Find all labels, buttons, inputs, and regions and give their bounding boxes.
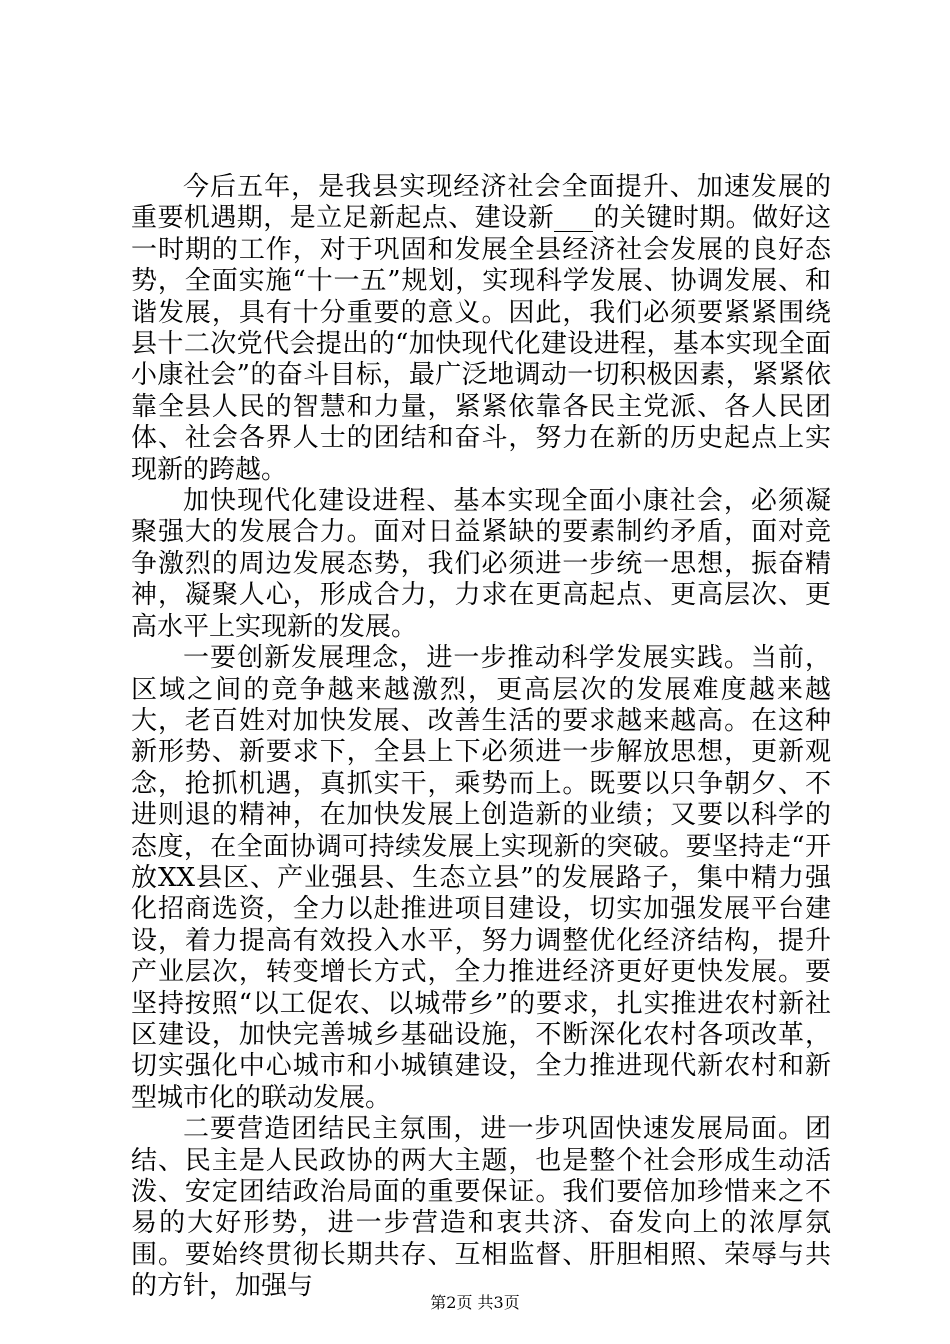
paragraph: 二要营造团结民主氛围，进一步巩固快速发展局面。团结、民主是人民政协的两大主题，也是整个社会形成生动活泼、安定团结政治局面的重要保证。我们要倍加珍惜来之不易的大好形势，进一步营造和衷共济、奋发向上的浓厚氛围。要始终贯彻长期共存、互相监督、肝胆相照、荣辱与共的方针，加强与 [131, 1114, 831, 1302]
document-body [131, 172, 831, 1303]
paragraph: 一要创新发展理念，进一步推动科学发展实践。当前，区域之间的竞争越来越激烈，更高层次的发展难度越来越大，老百姓对加快发展、改善生活的要求越来越高。在这种新形势、新要求下，全县上下必须进一步解放思想，更新观念，抢抓机遇，真抓实干，乘势而上。既要以只争朝夕、不进则退的精神，在加快发展上创造新的业绩；又要以科学的态度，在全面协调可持续发展上实现新的突破。要坚持走“开放XX县区、产业强县、生态立县”的发展路子，集中精力强化招商选资，全力以赴推进项目建设，切实加强发展平台建设，着力提高有效投入水平，努力调整优化经济结构，提升产业层次，转变增长方式，全力推进经济更好更快发展。要坚持按照“以工促农、以城带乡”的要求，扎实推进农村新社区建设，加快完善城乡基础设施，不断深化农村各项改革，切实强化中心城市和小城镇建设，全力推进现代新农村和新型城市化的联动发展。 [131, 643, 831, 1113]
page-number-footer: 第2页 共3页 [430, 1293, 520, 1312]
paragraph: 今后五年，是我县实现经济社会全面提升、加速发展的重要机遇期，是立足新起点、建设新___的关键时期。做好这一时期的工作，对于巩固和发展全县经济社会发展的良好态势，全面实施“十一五”规划，实现科学发展、协调发展、和谐发展，具有十分重要的意义。因此，我们必须要紧紧围绕县十二次党代会提出的“加快现代化建设进程，基本实现全面小康社会”的奋斗目标，最广泛地调动一切积极因素，紧紧依靠全县人民的智慧和力量，紧紧依靠各民主党派、各人民团体、社会各界人士的团结和奋斗，努力在新的历史起点上实现新的跨越。 [131, 172, 831, 485]
paragraph: 加快现代化建设进程、基本实现全面小康社会，必须凝聚强大的发展合力。面对日益紧缺的要素制约矛盾，面对竞争激烈的周边发展态势，我们必须进一步统一思想，振奋精神，凝聚人心，形成合力，力求在更高起点、更高层次、更高水平上实现新的发展。 [131, 486, 831, 642]
